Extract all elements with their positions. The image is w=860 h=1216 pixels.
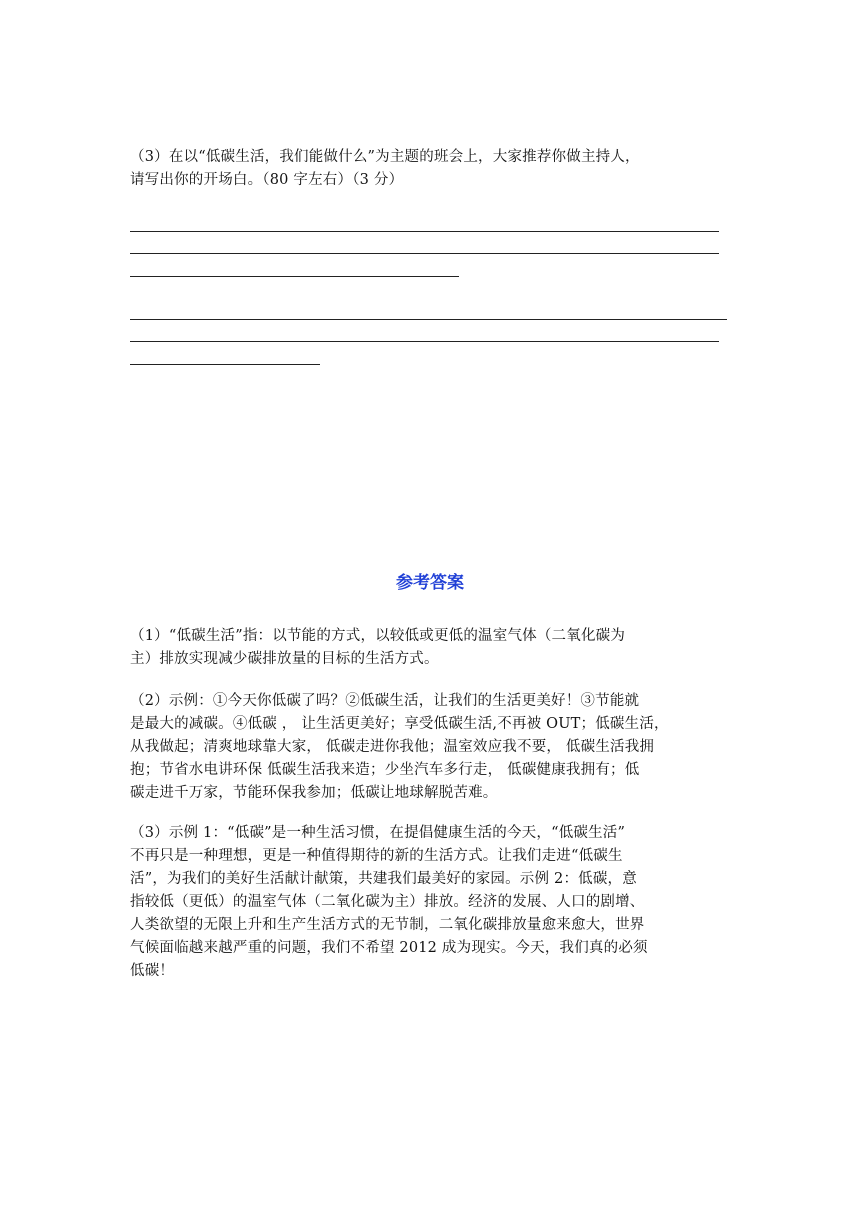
- answer-1: [130, 625, 730, 671]
- answer-blank-line-5: [130, 341, 719, 342]
- answer-3: [130, 822, 730, 983]
- answer-3-line-7: 低碳！: [130, 963, 175, 979]
- answer-blank-line-2: [130, 253, 719, 254]
- answer-2-line-5: 碳走进千万家，节能环保我参加；低碳让地球解脱苦难。: [130, 785, 498, 801]
- question-3-line-2: 请写出你的开场白。（80 字左右）（3 分）: [130, 172, 404, 188]
- answer-2-line-4: 抱；节省水电讲环保 低碳生活我来造；少坐汽车多行走， 低碳健康我拥有；低: [130, 762, 640, 778]
- answer-2-line-3: 从我做起；清爽地球靠大家， 低碳走进你我他；温室效应我不要， 低碳生活我拥: [130, 739, 655, 755]
- answer-3-line-5: 人类欲望的无限上升和生产生活方式的无节制，二氧化碳排放量愈来愈大，世界: [130, 917, 645, 933]
- answer-key-heading: 参考答案: [396, 573, 464, 593]
- question-3: [130, 146, 730, 192]
- answer-blank-line-3: [130, 276, 459, 277]
- answer-1-line-2: 主）排放实现减少碳排放量的目标的生活方式。: [130, 651, 439, 667]
- answer-blank-line-1: [130, 231, 719, 232]
- answer-3-line-3: 活”，为我们的美好生活献计献策，共建我们最美好的家园。示例 2：低碳，意: [130, 871, 637, 887]
- answer-3-line-1: （3）示例 1：“低碳”是一种生活习惯，在提倡健康生活的今天，“低碳生活”: [130, 825, 626, 841]
- answer-1-line-1: （1）“低碳生活”指：以节能的方式，以较低或更低的温室气体（二氧化碳为: [130, 628, 626, 644]
- answer-2-line-1: （2）示例：①今天你低碳了吗？②低碳生活，让我们的生活更美好！③节能就: [130, 693, 640, 709]
- answer-3-line-6: 气候面临越来越严重的问题，我们不希望 2012 成为现实。今天，我们真的必须: [130, 940, 648, 956]
- answer-3-line-2: 不再只是一种理想，更是一种值得期待的新的生活方式。让我们走进“低碳生: [130, 848, 623, 864]
- answer-2-line-2: 是最大的减碳。④低碳 ， 让生活更美好；享受低碳生活,不再被 OUT；低碳生活，: [130, 716, 669, 732]
- answer-blank-line-4: [130, 319, 727, 320]
- answer-2: [130, 690, 730, 805]
- answer-blank-line-6: [130, 364, 320, 365]
- answer-3-line-4: 指较低（更低）的温室气体（二氧化碳为主）排放。经济的发展、人口的剧增、: [130, 894, 645, 910]
- question-3-line-1: （3）在以“低碳生活，我们能做什么”为主题的班会上，大家推荐你做主持人，: [130, 149, 640, 165]
